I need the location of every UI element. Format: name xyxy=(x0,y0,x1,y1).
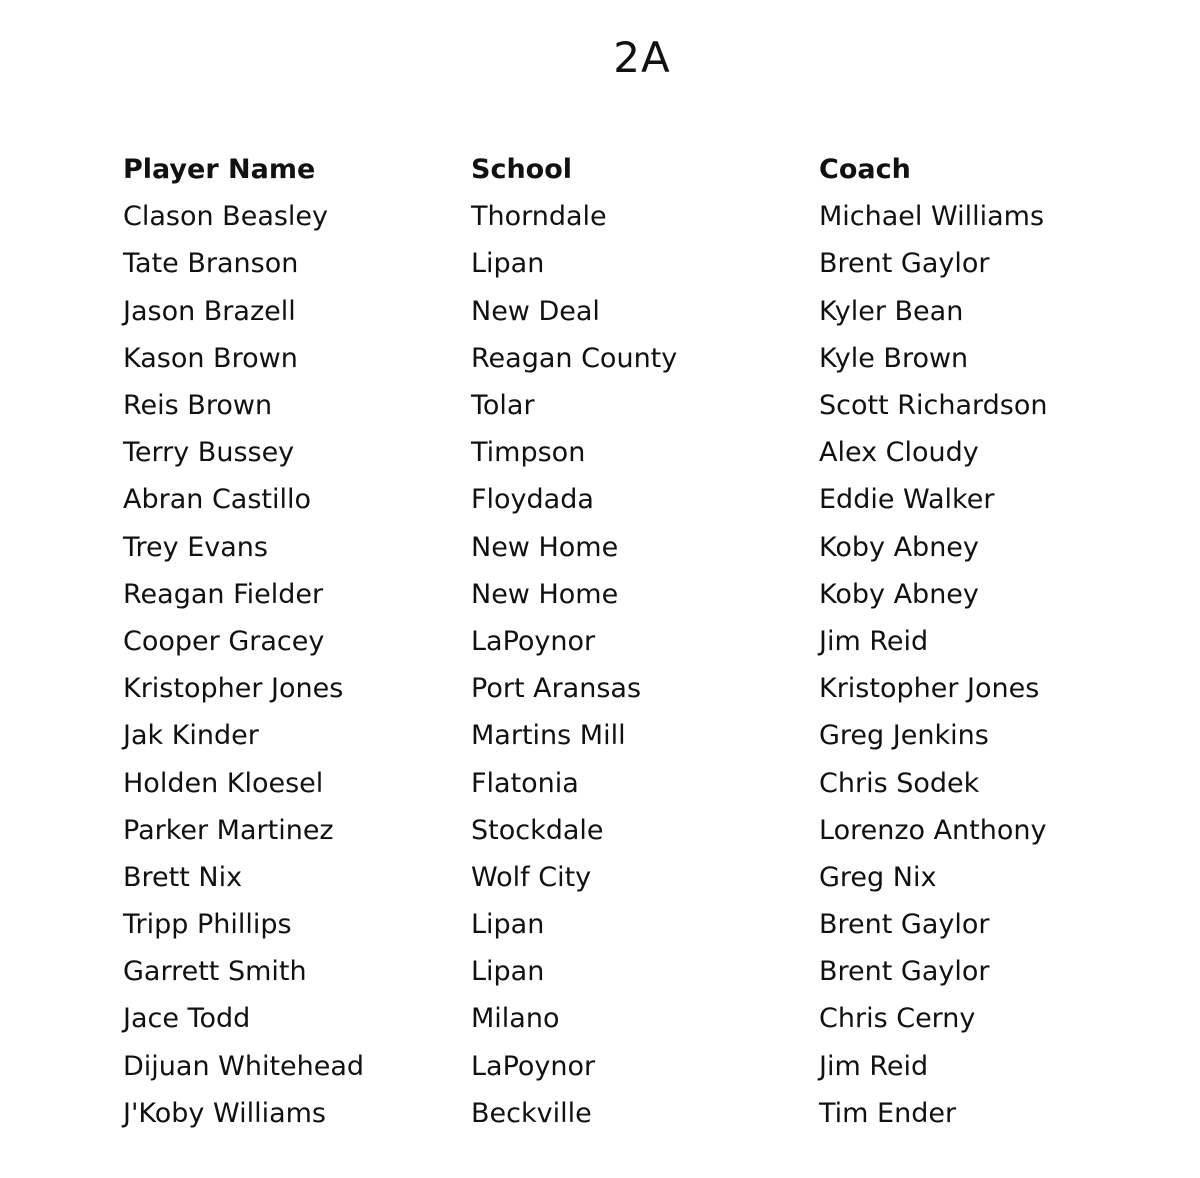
table-header-row xyxy=(123,146,1123,193)
school-cell: Thorndale xyxy=(471,201,607,233)
table-row xyxy=(123,382,1123,429)
table-row xyxy=(123,807,1123,854)
column-header-coach: Coach xyxy=(819,154,911,186)
player-name-cell: Dijuan Whitehead xyxy=(123,1050,365,1082)
table-row xyxy=(123,1090,1123,1137)
school-cell: Martins Mill xyxy=(471,720,626,752)
player-name-cell: Tripp Phillips xyxy=(123,909,292,941)
coach-cell: Jim Reid xyxy=(819,625,929,657)
coach-cell: Brent Gaylor xyxy=(819,248,990,280)
player-name-cell: Reis Brown xyxy=(123,390,273,422)
school-cell: Lipan xyxy=(471,248,545,280)
school-cell: Stockdale xyxy=(471,814,604,846)
school-cell: LaPoynor xyxy=(471,1050,596,1082)
player-name-cell: Tate Branson xyxy=(123,248,299,280)
coach-cell: Tim Ender xyxy=(819,1097,957,1129)
coach-cell: Kyler Bean xyxy=(819,295,964,327)
school-cell: Lipan xyxy=(471,956,545,988)
coach-cell: Koby Abney xyxy=(819,531,979,563)
player-name-cell: Jace Todd xyxy=(123,1003,251,1035)
table-row xyxy=(123,948,1123,995)
table-row xyxy=(123,712,1123,759)
table-row xyxy=(123,665,1123,712)
player-name-cell: Jak Kinder xyxy=(123,720,259,752)
player-name-cell: Holden Kloesel xyxy=(123,767,324,799)
coach-cell: Chris Sodek xyxy=(819,767,980,799)
player-name-cell: Kristopher Jones xyxy=(123,673,344,705)
coach-cell: Jim Reid xyxy=(819,1050,929,1082)
coach-cell: Scott Richardson xyxy=(819,390,1048,422)
coach-cell: Kyle Brown xyxy=(819,342,969,374)
table-row xyxy=(123,429,1123,476)
column-header-player: Player Name xyxy=(123,154,316,186)
player-name-cell: Parker Martinez xyxy=(123,814,334,846)
table-row xyxy=(123,759,1123,806)
table-row xyxy=(123,571,1123,618)
school-cell: New Home xyxy=(471,578,619,610)
player-name-cell: Trey Evans xyxy=(123,531,268,563)
table-row xyxy=(123,618,1123,665)
table-row xyxy=(123,240,1123,287)
school-cell: Beckville xyxy=(471,1097,592,1129)
coach-cell: Alex Cloudy xyxy=(819,437,979,469)
school-cell: New Deal xyxy=(471,295,600,327)
school-cell: Wolf City xyxy=(471,861,592,893)
table-row xyxy=(123,193,1123,240)
player-name-cell: Cooper Gracey xyxy=(123,625,325,657)
school-cell: Tolar xyxy=(471,390,535,422)
table-row xyxy=(123,854,1123,901)
player-name-cell: Reagan Fielder xyxy=(123,578,324,610)
school-cell: Port Aransas xyxy=(471,673,642,705)
school-cell: Milano xyxy=(471,1003,560,1035)
player-name-cell: Terry Bussey xyxy=(123,437,295,469)
coach-cell: Greg Jenkins xyxy=(819,720,989,752)
school-cell: Lipan xyxy=(471,909,545,941)
player-name-cell: Brett Nix xyxy=(123,861,243,893)
school-cell: Flatonia xyxy=(471,767,579,799)
player-name-cell: Garrett Smith xyxy=(123,956,307,988)
player-name-cell: Kason Brown xyxy=(123,342,298,374)
table-row xyxy=(123,901,1123,948)
page-title: 2A xyxy=(613,33,671,82)
coach-cell: Chris Cerny xyxy=(819,1003,976,1035)
player-name-cell: Clason Beasley xyxy=(123,201,329,233)
table-row xyxy=(123,288,1123,335)
table-body xyxy=(123,193,1123,1137)
coach-cell: Brent Gaylor xyxy=(819,909,990,941)
school-cell: Floydada xyxy=(471,484,594,516)
school-cell: Reagan County xyxy=(471,342,678,374)
coach-cell: Brent Gaylor xyxy=(819,956,990,988)
player-name-cell: Jason Brazell xyxy=(123,295,296,327)
column-header-school: School xyxy=(471,154,573,186)
school-cell: New Home xyxy=(471,531,619,563)
table-row xyxy=(123,335,1123,382)
roster-table xyxy=(123,146,1123,1137)
player-name-cell: Abran Castillo xyxy=(123,484,312,516)
coach-cell: Eddie Walker xyxy=(819,484,995,516)
player-name-cell: J'Koby Williams xyxy=(123,1097,326,1129)
table-row xyxy=(123,995,1123,1042)
school-cell: Timpson xyxy=(471,437,586,469)
coach-cell: Michael Williams xyxy=(819,201,1045,233)
table-row xyxy=(123,1043,1123,1090)
table-row xyxy=(123,524,1123,571)
coach-cell: Koby Abney xyxy=(819,578,979,610)
school-cell: LaPoynor xyxy=(471,625,596,657)
coach-cell: Lorenzo Anthony xyxy=(819,814,1047,846)
coach-cell: Greg Nix xyxy=(819,861,937,893)
table-row xyxy=(123,476,1123,523)
coach-cell: Kristopher Jones xyxy=(819,673,1040,705)
